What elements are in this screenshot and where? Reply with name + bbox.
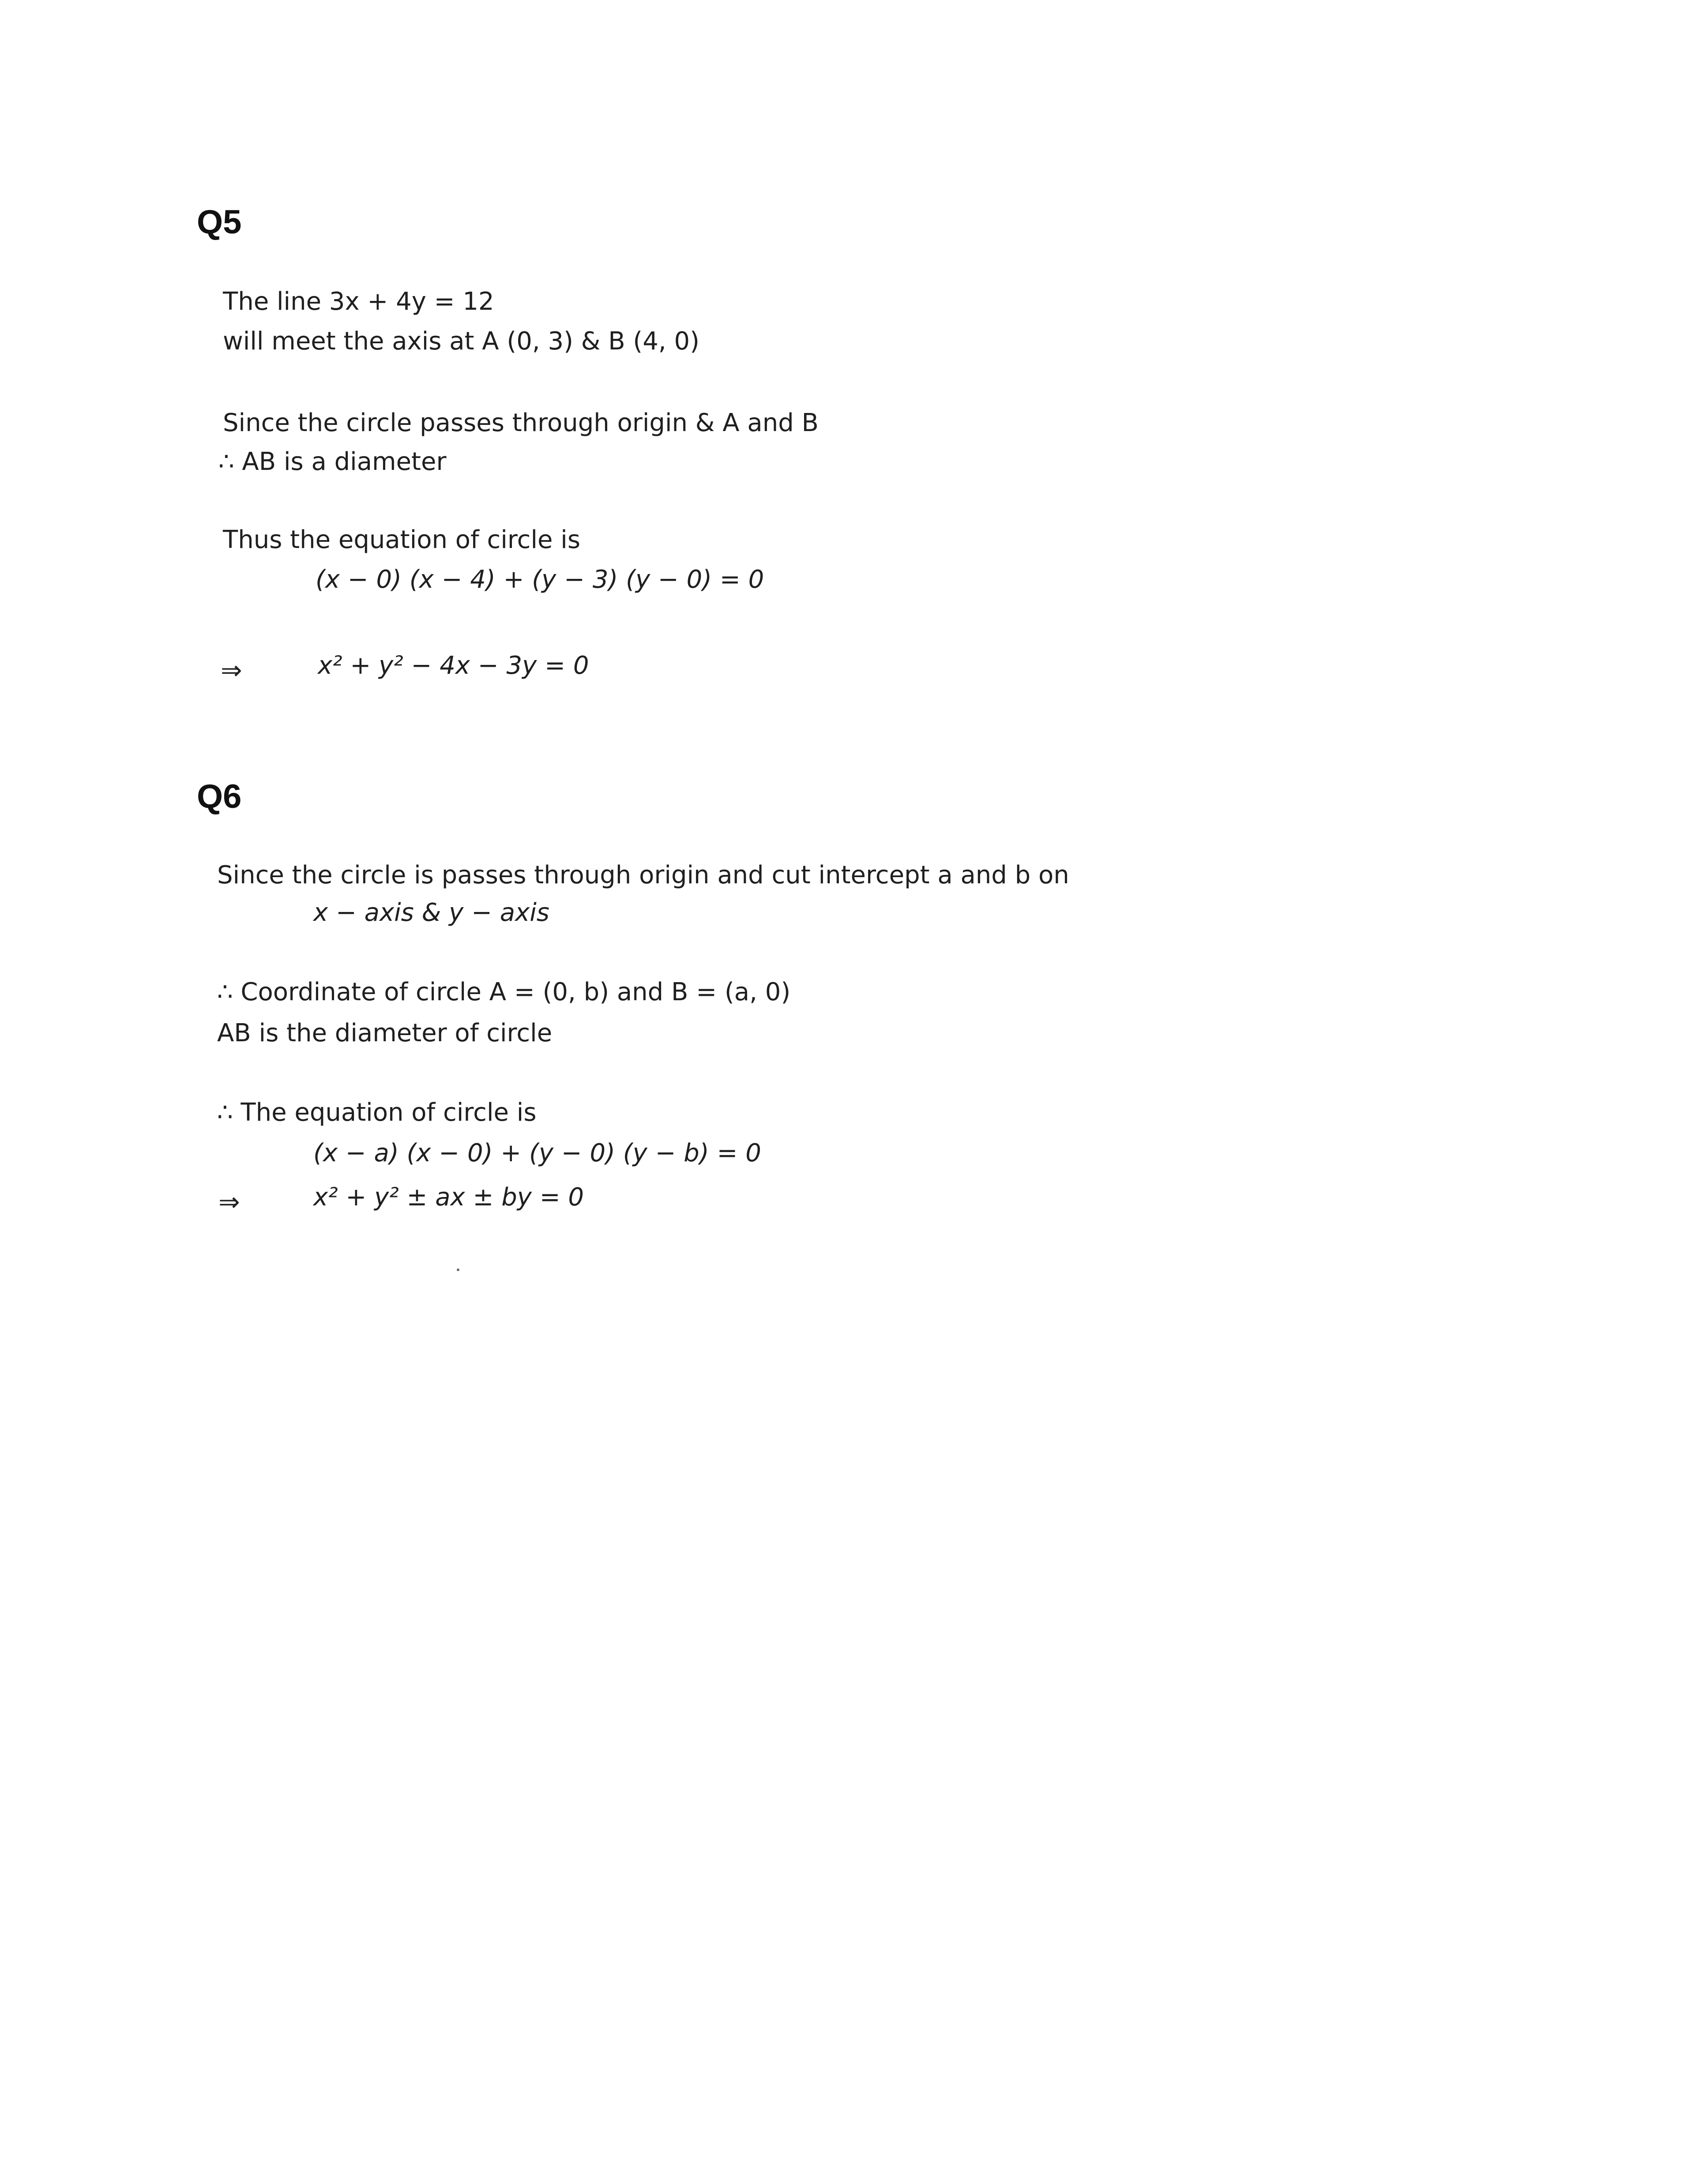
q5-line-5: Thus the equation of circle is: [223, 525, 581, 554]
q5-line-2: will meet the axis at A (0, 3) & B (4, 0): [223, 327, 699, 356]
stray-mark: [457, 1268, 459, 1271]
q5-result: x² + y² − 4x − 3y = 0: [318, 651, 589, 680]
q5-equation: (x − 0) (x − 4) + (y − 3) (y − 0) = 0: [316, 565, 764, 594]
q6-line-5: ∴ The equation of circle is: [217, 1098, 537, 1127]
q6-equation: (x − a) (x − 0) + (y − 0) (y − b) = 0: [313, 1139, 761, 1167]
q6-result: x² + y² ± ax ± by = 0: [313, 1183, 584, 1212]
q5-implies-arrow: ⇒: [221, 655, 242, 685]
q5-line-3: Since the circle passes through origin & A and B: [223, 409, 819, 437]
q5-line-1: The line 3x + 4y = 12: [223, 287, 494, 316]
q6-line-3: ∴ Coordinate of circle A = (0, b) and B = (a, 0): [217, 978, 791, 1006]
q6-heading: Q6: [197, 778, 242, 815]
q6-line-2: x − axis & y − axis: [313, 898, 549, 927]
q6-line-1: Since the circle is passes through origin and cut intercept a and b on: [217, 861, 1069, 889]
q6-line-4: AB is the diameter of circle: [217, 1019, 553, 1047]
q5-line-4: ∴ AB is a diameter: [218, 447, 447, 476]
q5-heading: Q5: [197, 203, 242, 241]
q6-implies-arrow: ⇒: [218, 1187, 240, 1217]
